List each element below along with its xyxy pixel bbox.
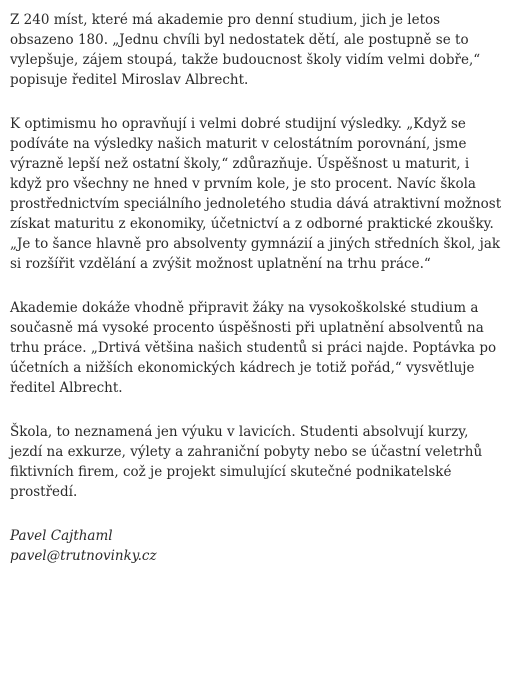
author-name: Pavel Cajthaml: [10, 528, 113, 544]
article-paragraph-3: Akademie dokáže vhodně připravit žáky na vysokoškolské studium a současně má vysoké procento úspěšnosti při uplatnění absolventů na trhu práce. „Drtivá většina našich studentů si práci najde. Poptávka po účetních a nižších ekonomických kádrech je totiž pořád,“ vysvětluje ředitel Albrecht.: [10, 300, 497, 396]
article-paragraph-4: Škola, to neznamená jen výuku v lavicích. Studenti absolvují kurzy, jezdí na exkurze, výlety a zahraniční pobyty nebo se účastní veletrhů fiktivních firem, což je projekt simulující skutečné podnikatelské prostředí.: [10, 424, 483, 500]
article-paragraph-2: K optimismu ho opravňují i velmi dobré studijní výsledky. „Když se podíváte na výsledky našich maturit v celostátním porovnání, jsme výrazně lepší než ostatní školy,“ zdůrazňuje. Úspěšnost u maturit, i když pro všechny ne hned v prvním kole, je sto procent. Navíc škola prostřednictvím speciálního jednoletého studia dává atraktivní možnost získat maturitu z ekonomiky, účetnictví a z odborné praktické zkoušky. „Je to šance hlavně pro absolventy gymnázií a jiných středních škol, jak si rozšířit vzdělání a zvýšit možnost uplatnění na trhu práce.“: [10, 116, 502, 272]
author-signature: [10, 526, 503, 566]
article-paragraph-1: Z 240 míst, které má akademie pro denní studium, jich je letos obsazeno 180. „Jednu chvíli byl nedostatek dětí, ale postupně se to vylepšuje, zájem stoupá, takže budoucnost školy vidím velmi dobře,“ popisuje ředitel Miroslav Albrecht.: [10, 12, 481, 88]
author-email: pavel@trutnovinky.cz: [10, 548, 157, 564]
